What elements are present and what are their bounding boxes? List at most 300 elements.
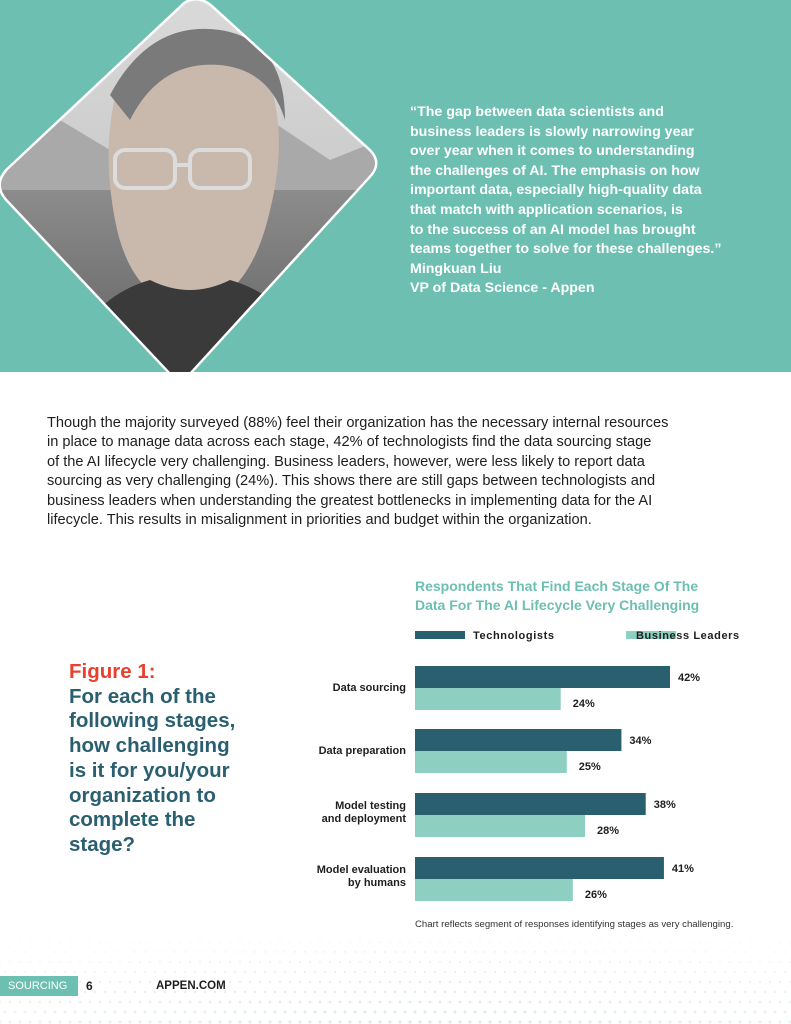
decorative-dot bbox=[89, 961, 91, 963]
decorative-dot bbox=[234, 991, 236, 993]
decorative-dot bbox=[769, 961, 771, 963]
decorative-dot bbox=[449, 1001, 452, 1004]
decorative-dot bbox=[34, 951, 35, 952]
decorative-dot bbox=[499, 1001, 502, 1004]
decorative-dot bbox=[579, 1001, 582, 1004]
figure-question-line: organization to bbox=[69, 783, 216, 807]
decorative-dot bbox=[669, 1001, 672, 1004]
decorative-dot bbox=[598, 1020, 601, 1023]
chart-title-line: Respondents That Find Each Stage Of The bbox=[415, 578, 699, 594]
decorative-dot bbox=[74, 1011, 77, 1014]
decorative-dot bbox=[718, 1020, 721, 1023]
decorative-dot bbox=[164, 971, 166, 973]
decorative-dot bbox=[518, 1020, 521, 1023]
decorative-dot bbox=[619, 941, 620, 942]
decorative-dot bbox=[544, 951, 545, 952]
decorative-dot bbox=[659, 981, 661, 983]
decorative-dot bbox=[18, 1020, 21, 1023]
decorative-dot bbox=[624, 951, 625, 952]
decorative-dot bbox=[599, 941, 600, 942]
decorative-dot bbox=[274, 951, 275, 952]
decorative-dot bbox=[538, 1020, 541, 1023]
decorative-dot bbox=[134, 1011, 137, 1014]
decorative-dot bbox=[594, 991, 596, 993]
decorative-dot bbox=[89, 941, 90, 942]
decorative-dot bbox=[318, 1020, 321, 1023]
decorative-dot bbox=[649, 981, 651, 983]
decorative-dot bbox=[689, 961, 691, 963]
decorative-dot bbox=[354, 971, 356, 973]
decorative-dot bbox=[699, 1001, 702, 1004]
quote-line: that match with application scenarios, is bbox=[410, 201, 683, 218]
decorative-dot bbox=[779, 941, 780, 942]
decorative-dot bbox=[389, 961, 391, 963]
decorative-dot bbox=[369, 981, 371, 983]
decorative-dot bbox=[389, 981, 391, 983]
decorative-dot bbox=[569, 961, 571, 963]
decorative-dot bbox=[704, 951, 705, 952]
decorative-dot bbox=[344, 991, 346, 993]
decorative-dot bbox=[629, 941, 630, 942]
decorative-dot bbox=[464, 1011, 467, 1014]
decorative-dot bbox=[174, 971, 176, 973]
decorative-dot bbox=[239, 961, 241, 963]
decorative-dot bbox=[609, 1001, 612, 1004]
bar bbox=[415, 688, 561, 710]
decorative-dot bbox=[724, 991, 726, 993]
decorative-dot bbox=[374, 1011, 377, 1014]
decorative-dot bbox=[508, 1020, 511, 1023]
decorative-dot bbox=[324, 1011, 327, 1014]
decorative-dot bbox=[519, 961, 521, 963]
decorative-dot bbox=[459, 1001, 462, 1004]
decorative-dot bbox=[559, 1001, 562, 1004]
decorative-dot bbox=[379, 941, 380, 942]
decorative-dot bbox=[88, 1020, 91, 1023]
decorative-dot bbox=[299, 961, 301, 963]
quote-line: teams together to solve for these challenges.” bbox=[410, 241, 722, 258]
decorative-dot bbox=[24, 1011, 27, 1014]
decorative-dot bbox=[784, 991, 786, 993]
decorative-dot bbox=[524, 991, 526, 993]
decorative-dot bbox=[439, 981, 441, 983]
decorative-dot bbox=[344, 951, 345, 952]
decorative-dot bbox=[168, 1020, 171, 1023]
decorative-dot bbox=[179, 961, 181, 963]
decorative-dot bbox=[79, 1001, 82, 1004]
decorative-dot bbox=[699, 961, 701, 963]
decorative-dot bbox=[669, 941, 670, 942]
decorative-dot bbox=[564, 971, 566, 973]
decorative-dot bbox=[708, 1020, 711, 1023]
decorative-dot bbox=[594, 971, 596, 973]
decorative-dot bbox=[604, 1011, 607, 1014]
decorative-dot bbox=[639, 981, 641, 983]
decorative-dot bbox=[59, 1001, 62, 1004]
decorative-dot bbox=[134, 991, 136, 993]
decorative-dot bbox=[439, 941, 440, 942]
decorative-dot bbox=[39, 1001, 42, 1004]
decorative-dot bbox=[348, 1020, 351, 1023]
decorative-dot bbox=[194, 951, 195, 952]
decorative-dot bbox=[329, 941, 330, 942]
decorative-dot bbox=[219, 1001, 222, 1004]
decorative-dot bbox=[139, 1001, 142, 1004]
decorative-dot bbox=[139, 981, 141, 983]
decorative-dot bbox=[729, 1001, 732, 1004]
decorative-dot bbox=[409, 941, 410, 942]
decorative-dot bbox=[169, 1001, 172, 1004]
decorative-dot bbox=[734, 1011, 737, 1014]
decorative-dot bbox=[774, 1011, 777, 1014]
decorative-dot bbox=[279, 981, 281, 983]
decorative-dot bbox=[124, 1011, 127, 1014]
decorative-dot bbox=[464, 951, 465, 952]
decorative-dot bbox=[0, 941, 1, 942]
decorative-dot bbox=[754, 951, 755, 952]
decorative-dot bbox=[129, 1001, 132, 1004]
decorative-dot bbox=[29, 941, 30, 942]
decorative-dot bbox=[138, 1020, 141, 1023]
decorative-dot bbox=[664, 991, 666, 993]
decorative-dot bbox=[784, 1011, 787, 1014]
decorative-dot bbox=[539, 981, 541, 983]
decorative-dot bbox=[48, 1020, 51, 1023]
decorative-dot bbox=[38, 1020, 41, 1023]
decorative-dot bbox=[734, 991, 736, 993]
decorative-dot bbox=[684, 951, 685, 952]
decorative-dot bbox=[424, 951, 425, 952]
category-label: Model evaluation bbox=[316, 864, 406, 876]
decorative-dot bbox=[579, 981, 581, 983]
decorative-dot bbox=[754, 991, 756, 993]
decorative-dot bbox=[269, 981, 271, 983]
decorative-dot bbox=[569, 981, 571, 983]
decorative-dot bbox=[429, 941, 430, 942]
decorative-dot bbox=[384, 951, 385, 952]
decorative-dot bbox=[464, 971, 466, 973]
decorative-dot bbox=[178, 1020, 181, 1023]
decorative-dot bbox=[544, 971, 546, 973]
decorative-dot bbox=[444, 991, 446, 993]
decorative-dot bbox=[84, 971, 86, 973]
decorative-dot bbox=[614, 1011, 617, 1014]
quote-block bbox=[410, 103, 770, 299]
decorative-dot bbox=[114, 991, 116, 993]
decorative-dot bbox=[429, 961, 431, 963]
decorative-dot bbox=[129, 961, 131, 963]
decorative-dot bbox=[579, 941, 580, 942]
decorative-dot bbox=[714, 971, 716, 973]
decorative-dot bbox=[548, 1020, 551, 1023]
decorative-dot bbox=[319, 981, 321, 983]
decorative-dot bbox=[549, 961, 551, 963]
decorative-dot bbox=[59, 961, 61, 963]
decorative-dot bbox=[694, 971, 696, 973]
category-label: Data sourcing bbox=[332, 682, 406, 694]
decorative-dot bbox=[44, 951, 45, 952]
decorative-dot bbox=[768, 1020, 771, 1023]
decorative-dot bbox=[424, 991, 426, 993]
decorative-dot bbox=[359, 941, 360, 942]
decorative-dot bbox=[559, 981, 561, 983]
decorative-dot bbox=[519, 1001, 522, 1004]
decorative-dot bbox=[159, 961, 161, 963]
decorative-dot bbox=[638, 1020, 641, 1023]
decorative-dot bbox=[59, 941, 60, 942]
decorative-dot bbox=[589, 961, 591, 963]
decorative-dot bbox=[644, 991, 646, 993]
decorative-dot bbox=[504, 951, 505, 952]
decorative-dot bbox=[754, 971, 756, 973]
decorative-dot bbox=[574, 951, 575, 952]
decorative-dot bbox=[584, 991, 586, 993]
decorative-dot bbox=[109, 961, 111, 963]
decorative-dot bbox=[259, 961, 261, 963]
decorative-dot bbox=[369, 941, 370, 942]
decorative-dot bbox=[179, 1001, 182, 1004]
decorative-dot bbox=[344, 1011, 347, 1014]
body-line: business leaders when understanding the greatest bottlenecks in implementing data for the AI bbox=[47, 492, 653, 509]
decorative-dot bbox=[684, 1011, 687, 1014]
quote-line: business leaders is slowly narrowing year bbox=[410, 123, 694, 140]
decorative-dot bbox=[689, 981, 691, 983]
decorative-dot bbox=[519, 981, 521, 983]
decorative-dot bbox=[604, 951, 605, 952]
decorative-dot bbox=[434, 971, 436, 973]
decorative-dot bbox=[544, 1011, 547, 1014]
decorative-dot bbox=[248, 1020, 251, 1023]
decorative-dot bbox=[319, 961, 321, 963]
decorative-dot bbox=[99, 1001, 102, 1004]
decorative-dot bbox=[759, 961, 761, 963]
decorative-dot bbox=[174, 951, 175, 952]
decorative-dot bbox=[144, 1011, 147, 1014]
decorative-dot bbox=[619, 961, 621, 963]
decorative-dot bbox=[524, 951, 525, 952]
decorative-dot bbox=[639, 941, 640, 942]
decorative-dot bbox=[149, 941, 150, 942]
body-line: of the AI lifecycle very challenging. Business leaders, however, were less likely to report data bbox=[47, 453, 645, 470]
decorative-dot bbox=[159, 1001, 162, 1004]
decorative-dot bbox=[258, 1020, 261, 1023]
decorative-dot bbox=[428, 1020, 431, 1023]
decorative-dot bbox=[189, 961, 191, 963]
decorative-dot bbox=[684, 991, 686, 993]
decorative-dot bbox=[684, 971, 686, 973]
decorative-dot bbox=[459, 941, 460, 942]
body-line: in place to manage data across each stage, 42% of technologists find the data sourcing stage bbox=[47, 434, 652, 451]
decorative-dot bbox=[234, 971, 236, 973]
decorative-dot bbox=[69, 1001, 72, 1004]
decorative-dot bbox=[529, 961, 531, 963]
decorative-dot bbox=[744, 991, 746, 993]
decorative-dot bbox=[559, 941, 560, 942]
decorative-dot bbox=[479, 941, 480, 942]
quote-author-role: VP of Data Science - Appen bbox=[410, 280, 595, 297]
decorative-dot bbox=[364, 1011, 367, 1014]
decorative-dot bbox=[574, 1011, 577, 1014]
decorative-dot bbox=[299, 941, 300, 942]
decorative-dot bbox=[208, 1020, 211, 1023]
decorative-dot bbox=[689, 941, 690, 942]
decorative-dot bbox=[58, 1020, 61, 1023]
decorative-dot bbox=[79, 941, 80, 942]
decorative-dot bbox=[154, 971, 156, 973]
decorative-dot bbox=[204, 951, 205, 952]
decorative-dot bbox=[528, 1020, 531, 1023]
decorative-dot bbox=[649, 961, 651, 963]
decorative-dot bbox=[309, 1001, 312, 1004]
decorative-dot bbox=[339, 981, 341, 983]
decorative-dot bbox=[239, 981, 241, 983]
decorative-dot bbox=[619, 981, 621, 983]
decorative-dot bbox=[124, 951, 125, 952]
decorative-dot bbox=[449, 961, 451, 963]
decorative-dot bbox=[719, 961, 721, 963]
decorative-dot bbox=[759, 981, 761, 983]
decorative-dot bbox=[224, 951, 225, 952]
body-line: lifecycle. This results in misalignment in priorities and budget within the organization. bbox=[47, 512, 592, 529]
decorative-dot bbox=[654, 971, 656, 973]
decorative-dot bbox=[234, 951, 235, 952]
decorative-dot bbox=[164, 1011, 167, 1014]
decorative-dot bbox=[144, 971, 146, 973]
decorative-dot bbox=[254, 991, 256, 993]
decorative-dot bbox=[384, 1011, 387, 1014]
decorative-dot bbox=[164, 951, 165, 952]
decorative-dot bbox=[14, 971, 16, 973]
decorative-dot bbox=[588, 1020, 591, 1023]
decorative-dot bbox=[529, 981, 531, 983]
decorative-dot bbox=[429, 981, 431, 983]
quote-line: “The gap between data scientists and bbox=[410, 104, 664, 120]
decorative-dot bbox=[54, 1011, 57, 1014]
decorative-dot bbox=[399, 941, 400, 942]
decorative-dot bbox=[364, 991, 366, 993]
decorative-dot bbox=[534, 951, 535, 952]
decorative-dot bbox=[249, 941, 250, 942]
decorative-dot bbox=[429, 1001, 432, 1004]
decorative-dot bbox=[189, 1001, 192, 1004]
decorative-dot bbox=[769, 981, 771, 983]
figure-question-line: stage? bbox=[69, 832, 136, 856]
decorative-dot bbox=[764, 991, 766, 993]
decorative-dot-pattern bbox=[0, 940, 791, 1024]
footer-website-link[interactable]: APPEN.COM bbox=[156, 980, 226, 992]
decorative-dot bbox=[308, 1020, 311, 1023]
decorative-dot bbox=[244, 1011, 247, 1014]
decorative-dot bbox=[74, 951, 75, 952]
bar bbox=[415, 815, 585, 837]
quote-line: over year when it comes to understanding bbox=[410, 143, 695, 160]
decorative-dot bbox=[194, 1011, 197, 1014]
decorative-dot bbox=[709, 1001, 712, 1004]
decorative-dot bbox=[0, 961, 1, 963]
decorative-dot bbox=[244, 951, 245, 952]
decorative-dot bbox=[494, 971, 496, 973]
decorative-dot bbox=[354, 991, 356, 993]
decorative-dot bbox=[629, 961, 631, 963]
decorative-dot bbox=[339, 941, 340, 942]
decorative-dot bbox=[319, 941, 320, 942]
decorative-dot bbox=[564, 1011, 567, 1014]
decorative-dot bbox=[9, 1001, 12, 1004]
quote-banner bbox=[0, 0, 791, 372]
decorative-dot bbox=[249, 961, 251, 963]
decorative-dot bbox=[458, 1020, 461, 1023]
legend-label: Business Leaders bbox=[636, 630, 740, 642]
decorative-dot bbox=[519, 941, 520, 942]
decorative-dot bbox=[129, 941, 130, 942]
decorative-dot bbox=[254, 951, 255, 952]
decorative-dot bbox=[719, 941, 720, 942]
decorative-dot bbox=[329, 981, 331, 983]
decorative-dot bbox=[289, 961, 291, 963]
decorative-dot bbox=[104, 991, 106, 993]
data-label: 25% bbox=[578, 761, 601, 773]
decorative-dot bbox=[648, 1020, 651, 1023]
decorative-dot bbox=[68, 1020, 71, 1023]
decorative-dot bbox=[569, 1001, 572, 1004]
decorative-dot bbox=[418, 1020, 421, 1023]
decorative-dot bbox=[294, 991, 296, 993]
decorative-dot bbox=[449, 981, 451, 983]
figure-question-line: how challenging bbox=[69, 734, 230, 758]
decorative-dot bbox=[4, 951, 5, 952]
decorative-dot bbox=[644, 1011, 647, 1014]
decorative-dot bbox=[499, 941, 500, 942]
decorative-dot bbox=[658, 1020, 661, 1023]
decorative-dot bbox=[24, 951, 25, 952]
decorative-dot bbox=[34, 971, 36, 973]
decorative-dot bbox=[509, 961, 511, 963]
decorative-dot bbox=[389, 1001, 392, 1004]
decorative-dot bbox=[349, 961, 351, 963]
decorative-dot bbox=[69, 961, 71, 963]
decorative-dot bbox=[274, 971, 276, 973]
decorative-dot bbox=[394, 991, 396, 993]
decorative-dot bbox=[64, 951, 65, 952]
decorative-dot bbox=[229, 961, 231, 963]
decorative-dot bbox=[149, 981, 151, 983]
decorative-dot bbox=[459, 981, 461, 983]
decorative-dot bbox=[558, 1020, 561, 1023]
decorative-dot bbox=[674, 951, 675, 952]
decorative-dot bbox=[398, 1020, 401, 1023]
decorative-dot bbox=[359, 981, 361, 983]
decorative-dot bbox=[364, 971, 366, 973]
decorative-dot bbox=[294, 951, 295, 952]
decorative-dot bbox=[639, 961, 641, 963]
decorative-dot bbox=[614, 971, 616, 973]
decorative-dot bbox=[469, 961, 471, 963]
decorative-dot bbox=[434, 991, 436, 993]
decorative-dot bbox=[509, 941, 510, 942]
decorative-dot bbox=[79, 961, 81, 963]
decorative-dot bbox=[449, 941, 450, 942]
decorative-dot bbox=[129, 981, 131, 983]
decorative-dot bbox=[448, 1020, 451, 1023]
decorative-dot bbox=[324, 991, 326, 993]
decorative-dot bbox=[569, 941, 570, 942]
body-line: sourcing as very challenging (24%). This shows there are still gaps between technologists and bbox=[47, 473, 656, 490]
decorative-dot bbox=[269, 941, 270, 942]
decorative-dot bbox=[504, 991, 506, 993]
data-label: 38% bbox=[653, 799, 676, 811]
decorative-dot bbox=[674, 1011, 677, 1014]
decorative-dot bbox=[284, 991, 286, 993]
